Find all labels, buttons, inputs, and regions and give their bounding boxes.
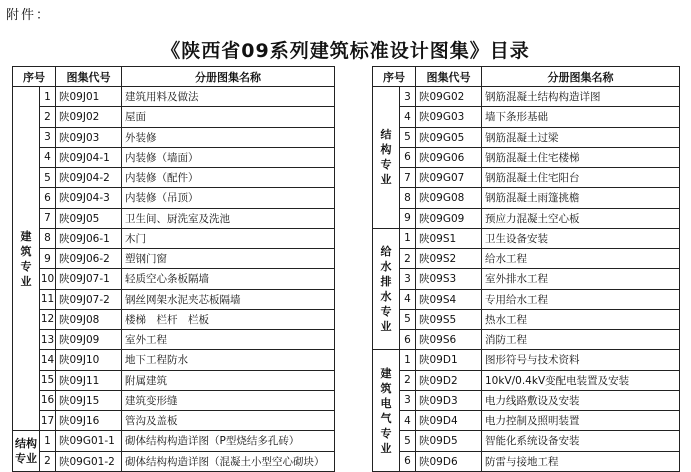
atlas-name: 预应力混凝土空心板 [482, 208, 680, 228]
atlas-code: 陕09D1 [416, 350, 482, 370]
atlas-code: 陕09G03 [416, 107, 482, 127]
atlas-code: 陕09S6 [416, 330, 482, 350]
row-number: 9 [400, 208, 416, 228]
atlas-name: 钢筋混凝土过梁 [482, 127, 680, 147]
atlas-name: 管沟及盖板 [122, 411, 335, 431]
atlas-code: 陕09J02 [56, 107, 122, 127]
atlas-name: 屋面 [122, 107, 335, 127]
row-number: 1 [400, 350, 416, 370]
table-row [13, 168, 335, 188]
row-number: 9 [40, 249, 56, 269]
row-number: 14 [40, 350, 56, 370]
atlas-name: 10kV/0.4kV变配电装置及安装 [482, 370, 680, 390]
table-row [373, 431, 680, 451]
table-row [373, 451, 680, 471]
row-number: 4 [400, 107, 416, 127]
atlas-name: 室外工程 [122, 330, 335, 350]
row-number: 1 [40, 87, 56, 107]
table-row [373, 390, 680, 410]
atlas-name: 钢筋混凝土结构构造详图 [482, 87, 680, 107]
atlas-name: 砌体结构构造详图（P型烧结多孔砖） [122, 431, 335, 451]
header-seq: 序号 [373, 67, 416, 87]
atlas-name: 内装修（墙面） [122, 147, 335, 167]
atlas-name: 楼梯 栏杆 栏板 [122, 309, 335, 329]
atlas-name: 卫生设备安装 [482, 228, 680, 248]
table-row [373, 330, 680, 350]
atlas-code: 陕09G06 [416, 147, 482, 167]
row-number: 2 [400, 370, 416, 390]
table-row [13, 451, 335, 471]
atlas-code: 陕09G05 [416, 127, 482, 147]
atlas-code: 陕09J06-2 [56, 249, 122, 269]
atlas-code: 陕09S2 [416, 249, 482, 269]
row-number: 6 [400, 451, 416, 471]
row-number: 17 [40, 411, 56, 431]
row-number: 2 [400, 249, 416, 269]
row-number: 6 [40, 188, 56, 208]
row-number: 5 [400, 431, 416, 451]
table-row [373, 269, 680, 289]
document-title: 《陕西省09系列建筑标准设计图集》目录 [161, 40, 530, 62]
atlas-code: 陕09J10 [56, 350, 122, 370]
header-row [373, 67, 680, 87]
atlas-code: 陕09D4 [416, 411, 482, 431]
attachment-label: 附件： [6, 8, 52, 23]
row-number: 6 [400, 330, 416, 350]
atlas-code: 陕09J01 [56, 87, 122, 107]
atlas-code: 陕09J15 [56, 390, 122, 410]
atlas-name: 专用给水工程 [482, 289, 680, 309]
atlas-name: 钢筋混凝土住宅楼梯 [482, 147, 680, 167]
atlas-code: 陕09G01-1 [56, 431, 122, 451]
atlas-name: 消防工程 [482, 330, 680, 350]
row-number: 12 [40, 309, 56, 329]
table-row [13, 249, 335, 269]
header-seq: 序号 [13, 67, 56, 87]
group-label: 给 水 排 水 专 业 [373, 228, 400, 350]
atlas-name: 内装修（配件） [122, 168, 335, 188]
table-row [13, 87, 335, 107]
row-number: 2 [40, 451, 56, 471]
atlas-code: 陕09S5 [416, 309, 482, 329]
atlas-name: 给水工程 [482, 249, 680, 269]
row-number: 1 [400, 228, 416, 248]
atlas-code: 陕09G07 [416, 168, 482, 188]
atlas-code: 陕09D3 [416, 390, 482, 410]
row-number: 4 [400, 411, 416, 431]
row-number: 3 [400, 87, 416, 107]
row-number: 8 [40, 228, 56, 248]
table-row [373, 168, 680, 188]
group-label: 建 筑 专 业 [13, 87, 40, 431]
row-number: 15 [40, 370, 56, 390]
atlas-code: 陕09G09 [416, 208, 482, 228]
table-row [13, 269, 335, 289]
atlas-name: 木门 [122, 228, 335, 248]
header-code: 图集代号 [56, 67, 122, 87]
atlas-code: 陕09J07-1 [56, 269, 122, 289]
atlas-name: 墙下条形基础 [482, 107, 680, 127]
atlas-name: 电力控制及照明装置 [482, 411, 680, 431]
row-number: 3 [40, 127, 56, 147]
table-row [13, 431, 335, 451]
table-row [13, 208, 335, 228]
atlas-name: 地下工程防水 [122, 350, 335, 370]
atlas-name: 钢筋混凝土雨篷挑檐 [482, 188, 680, 208]
atlas-code: 陕09J05 [56, 208, 122, 228]
atlas-code: 陕09J04-1 [56, 147, 122, 167]
atlas-name: 热水工程 [482, 309, 680, 329]
atlas-name: 卫生间、厨洗室及洗池 [122, 208, 335, 228]
atlas-name: 钢筋混凝土住宅阳台 [482, 168, 680, 188]
table-row [13, 309, 335, 329]
row-number: 13 [40, 330, 56, 350]
atlas-code: 陕09G08 [416, 188, 482, 208]
atlas-code: 陕09D6 [416, 451, 482, 471]
atlas-code: 陕09G01-2 [56, 451, 122, 471]
atlas-name: 电力线路敷设及安装 [482, 390, 680, 410]
atlas-code: 陕09J04-3 [56, 188, 122, 208]
atlas-code: 陕09J03 [56, 127, 122, 147]
atlas-name: 塑钢门窗 [122, 249, 335, 269]
table-row [13, 370, 335, 390]
atlas-name: 内装修（吊顶） [122, 188, 335, 208]
atlas-code: 陕09S1 [416, 228, 482, 248]
row-number: 8 [400, 188, 416, 208]
atlas-name: 室外排水工程 [482, 269, 680, 289]
atlas-name: 建筑变形缝 [122, 390, 335, 410]
table-row [13, 188, 335, 208]
atlas-name: 图形符号与技术资料 [482, 350, 680, 370]
table-row [13, 127, 335, 147]
atlas-code: 陕09G02 [416, 87, 482, 107]
table-row [373, 87, 680, 107]
row-number: 5 [400, 309, 416, 329]
row-number: 1 [40, 431, 56, 451]
table-row [373, 289, 680, 309]
atlas-code: 陕09J11 [56, 370, 122, 390]
table-row [373, 228, 680, 248]
header-name: 分册图集名称 [122, 67, 335, 87]
atlas-code: 陕09J08 [56, 309, 122, 329]
atlas-code: 陕09J06-1 [56, 228, 122, 248]
row-number: 5 [400, 127, 416, 147]
table-row [373, 188, 680, 208]
row-number: 4 [400, 289, 416, 309]
atlas-code: 陕09J09 [56, 330, 122, 350]
table-row [373, 127, 680, 147]
atlas-code: 陕09J07-2 [56, 289, 122, 309]
table-row [373, 107, 680, 127]
header-code: 图集代号 [416, 67, 482, 87]
row-number: 10 [40, 269, 56, 289]
atlas-code: 陕09S4 [416, 289, 482, 309]
table-row [13, 411, 335, 431]
atlas-name: 外装修 [122, 127, 335, 147]
atlas-name: 附属建筑 [122, 370, 335, 390]
table-row [373, 208, 680, 228]
row-number: 16 [40, 390, 56, 410]
table-row [13, 330, 335, 350]
atlas-name: 防雷与接地工程 [482, 451, 680, 471]
catalog-table-left [12, 66, 335, 472]
row-number: 7 [40, 208, 56, 228]
atlas-name: 建筑用料及做法 [122, 87, 335, 107]
table-row [13, 289, 335, 309]
header-name: 分册图集名称 [482, 67, 680, 87]
row-number: 4 [40, 147, 56, 167]
atlas-code: 陕09D5 [416, 431, 482, 451]
atlas-code: 陕09J16 [56, 411, 122, 431]
atlas-code: 陕09S3 [416, 269, 482, 289]
atlas-name: 轻质空心条板隔墙 [122, 269, 335, 289]
table-row [13, 107, 335, 127]
table-row [373, 411, 680, 431]
group-label: 结构 专业 [13, 431, 40, 472]
atlas-name: 钢丝网架水泥夹芯板隔墙 [122, 289, 335, 309]
table-row [373, 249, 680, 269]
atlas-code: 陕09J04-2 [56, 168, 122, 188]
table-row [373, 147, 680, 167]
table-row [373, 309, 680, 329]
group-label: 结 构 专 业 [373, 87, 400, 229]
row-number: 7 [400, 168, 416, 188]
row-number: 2 [40, 107, 56, 127]
row-number: 11 [40, 289, 56, 309]
atlas-name: 砌体结构构造详图（混凝土小型空心砌块） [122, 451, 335, 471]
atlas-code: 陕09D2 [416, 370, 482, 390]
table-row [373, 350, 680, 370]
table-row [13, 228, 335, 248]
header-row [13, 67, 335, 87]
catalog-table-right [372, 66, 680, 472]
table-row [373, 370, 680, 390]
atlas-name: 智能化系统设备安装 [482, 431, 680, 451]
table-row [13, 390, 335, 410]
row-number: 6 [400, 147, 416, 167]
group-label: 建 筑 电 气 专 业 [373, 350, 400, 472]
row-number: 3 [400, 269, 416, 289]
table-row [13, 147, 335, 167]
table-row [13, 350, 335, 370]
row-number: 5 [40, 168, 56, 188]
row-number: 3 [400, 390, 416, 410]
